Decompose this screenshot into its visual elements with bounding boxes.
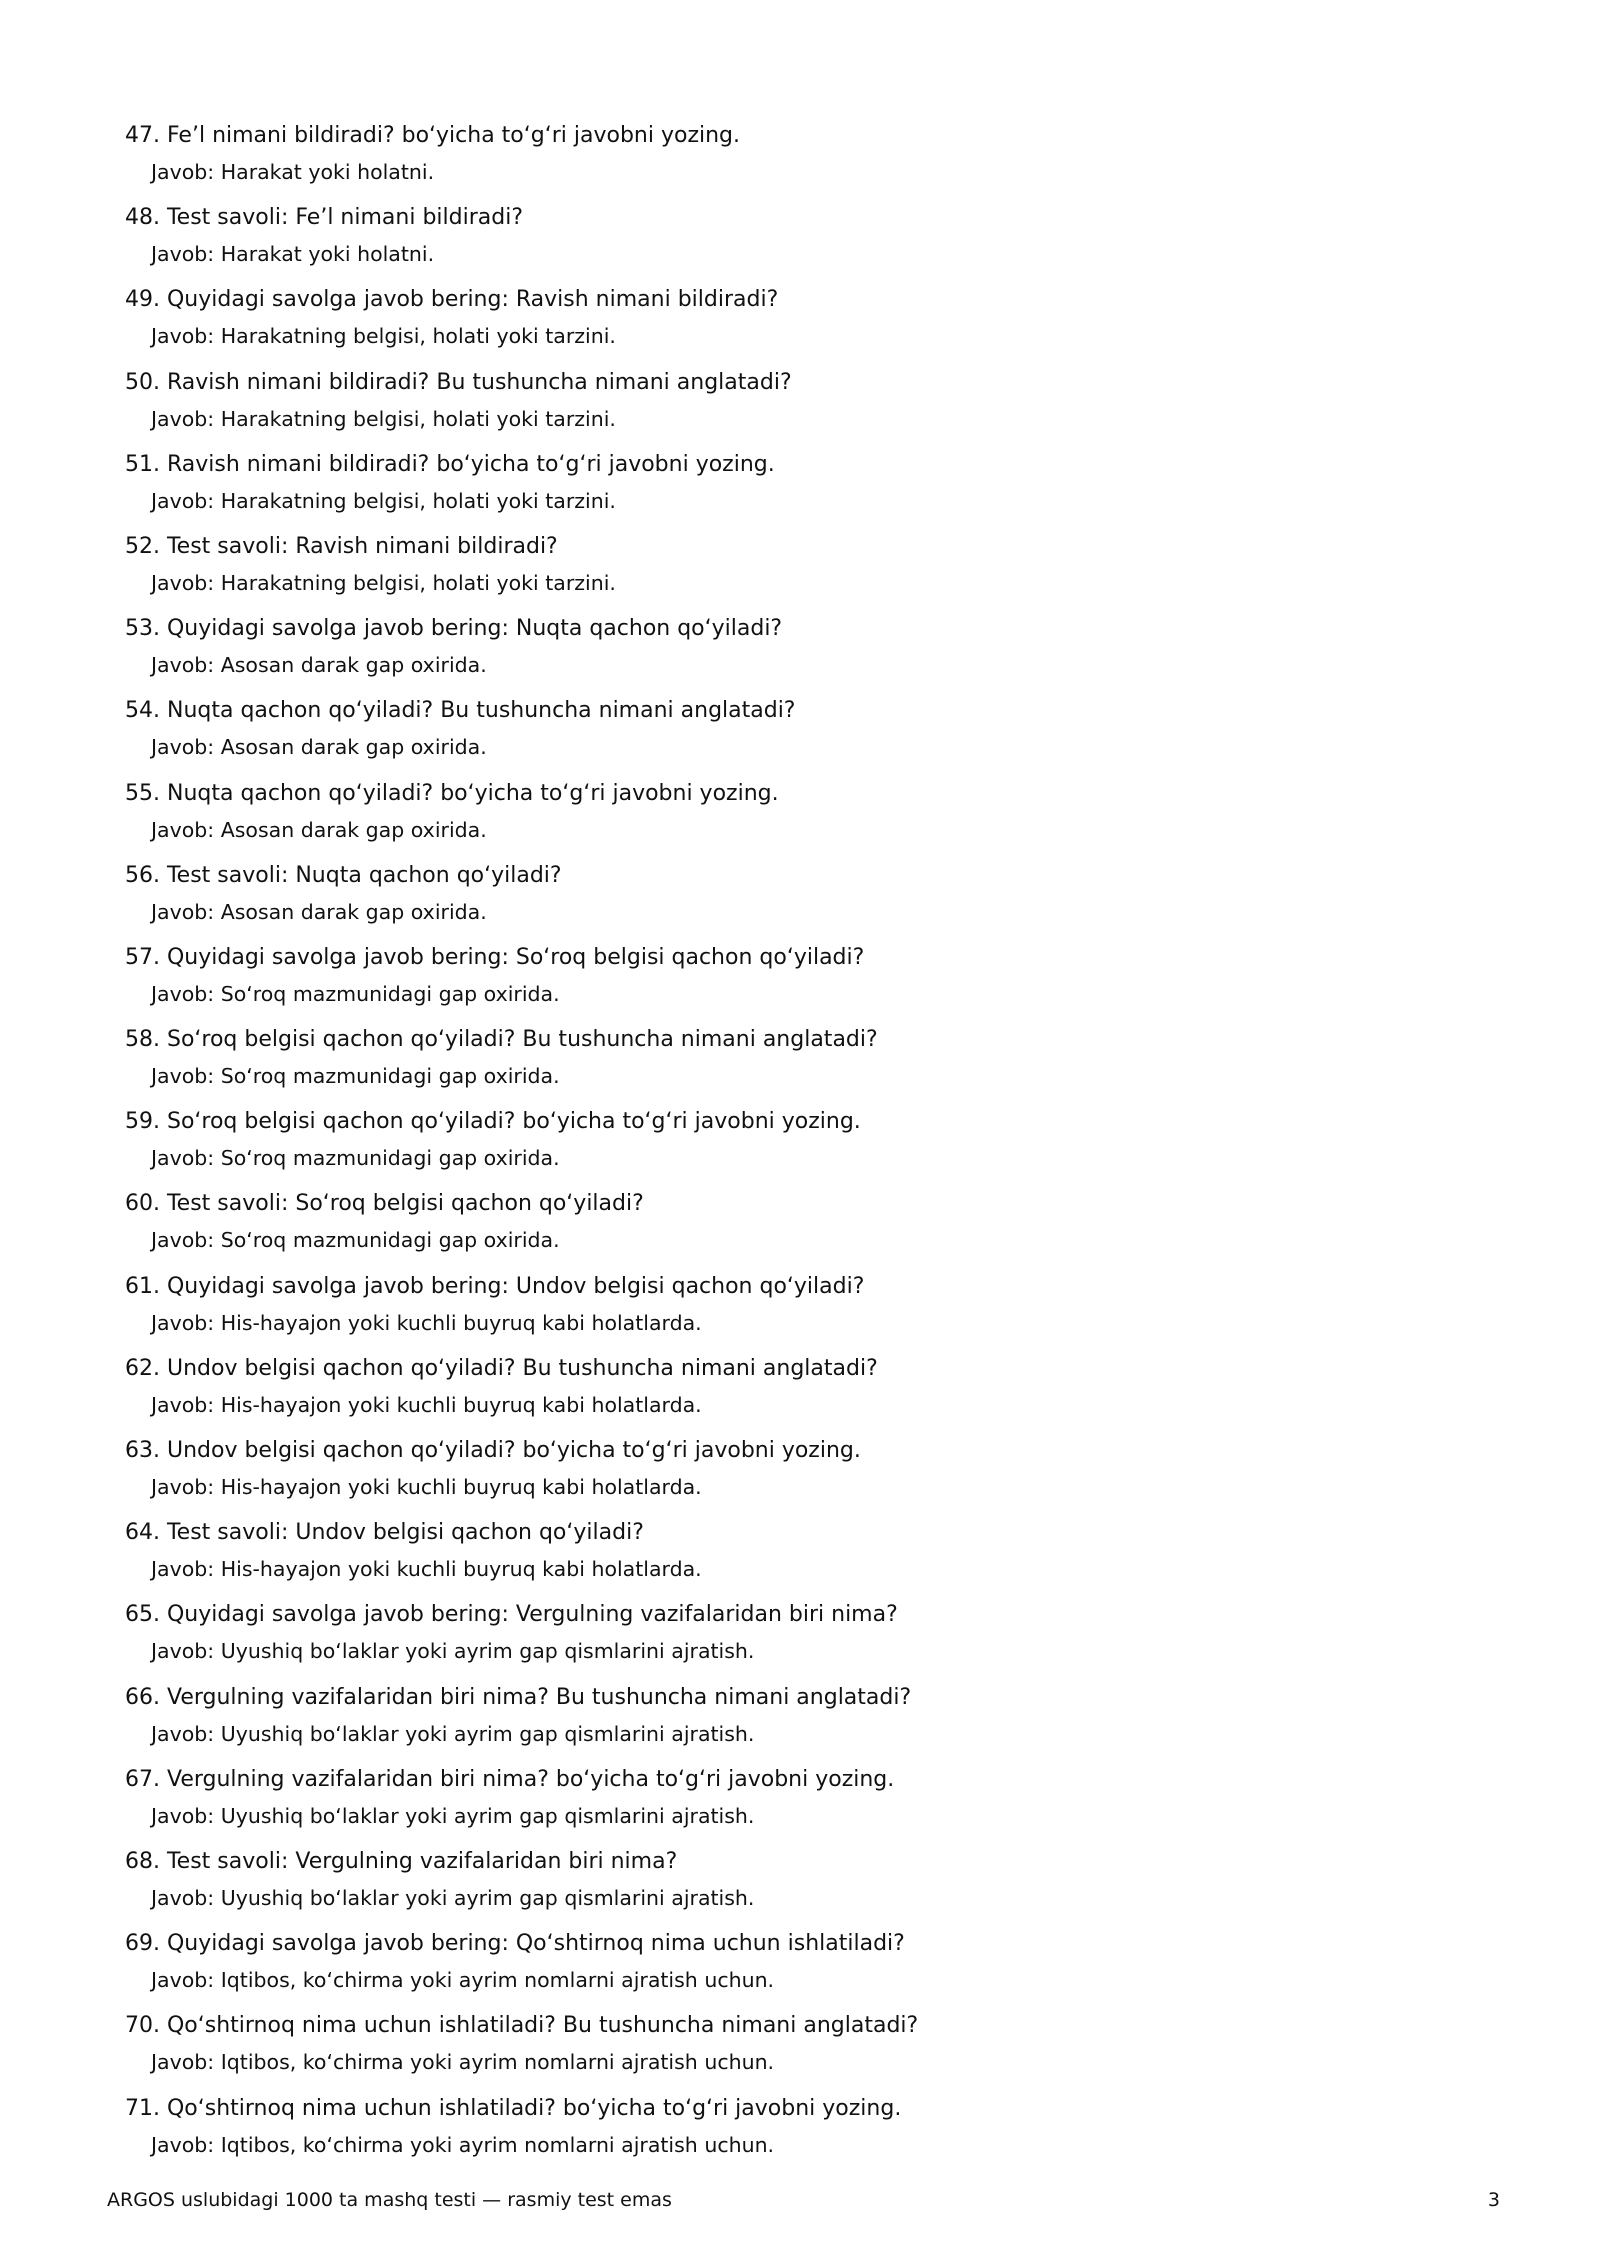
question-item <box>125 1104 1505 1186</box>
question-text: 50. Ravish nimani bildiradi? Bu tushuncha nimani anglatadi? <box>125 369 792 395</box>
question-item <box>125 282 1505 364</box>
question-item <box>125 1269 1505 1351</box>
question-text: 54. Nuqta qachon qo‘yiladi? Bu tushuncha nimani anglatadi? <box>125 698 796 724</box>
answer-text: Javob: Asosan darak gap oxirida. <box>151 817 487 842</box>
question-text: 66. Vergulning vazifalaridan biri nima? Bu tushuncha nimani anglatadi? <box>125 1684 912 1710</box>
question-text: 62. Undov belgisi qachon qo‘yiladi? Bu tushuncha nimani anglatadi? <box>125 1355 878 1381</box>
question-text: 63. Undov belgisi qachon qo‘yiladi? bo‘yicha to‘g‘ri javobni yozing. <box>125 1438 861 1463</box>
answer-text: Javob: So‘roq mazmunidagi gap oxirida. <box>151 1228 560 1253</box>
question-text: 69. Quyidagi savolga javob bering: Qo‘shtirnoq nima uchun ishlatiladi? <box>125 1931 905 1957</box>
question-item <box>125 1515 1505 1597</box>
question-text: 64. Test savoli: Undov belgisi qachon qo‘yiladi? <box>125 1520 644 1546</box>
answer-text: Javob: Uyushiq bo‘laklar yoki ayrim gap qismlarini ajratish. <box>151 1721 755 1746</box>
question-item <box>125 200 1505 282</box>
answer-text: Javob: Harakatning belgisi, holati yoki tarzini. <box>151 570 616 595</box>
answer-text: Javob: Harakatning belgisi, holati yoki tarzini. <box>151 488 616 513</box>
question-item <box>125 1597 1505 1679</box>
question-item <box>125 1351 1505 1433</box>
question-item <box>125 2091 1505 2173</box>
question-item <box>125 611 1505 693</box>
question-text: 53. Quyidagi savolga javob bering: Nuqta qachon qo‘yiladi? <box>125 616 783 642</box>
question-item <box>125 1022 1505 1104</box>
question-text: 70. Qo‘shtirnoq nima uchun ishlatiladi? Bu tushuncha nimani anglatadi? <box>125 2013 919 2039</box>
question-item <box>125 529 1505 611</box>
question-text: 56. Test savoli: Nuqta qachon qo‘yiladi? <box>125 862 562 888</box>
question-text: 55. Nuqta qachon qo‘yiladi? bo‘yicha to‘g‘ri javobni yozing. <box>125 780 779 806</box>
question-item <box>125 1926 1505 2008</box>
question-item <box>125 2008 1505 2090</box>
question-item <box>125 1844 1505 1926</box>
answer-text: Javob: So‘roq mazmunidagi gap oxirida. <box>151 1146 560 1171</box>
question-text: 65. Quyidagi savolga javob bering: Vergulning vazifalaridan biri nima? <box>125 1602 898 1628</box>
question-text: 49. Quyidagi savolga javob bering: Ravish nimani bildiradi? <box>125 287 779 313</box>
answer-text: Javob: Uyushiq bo‘laklar yoki ayrim gap qismlarini ajratish. <box>151 1885 755 1910</box>
answer-text: Javob: Uyushiq bo‘laklar yoki ayrim gap qismlarini ajratish. <box>151 1803 755 1828</box>
question-item <box>125 118 1505 200</box>
question-item <box>125 940 1505 1022</box>
question-text: 61. Quyidagi savolga javob bering: Undov belgisi qachon qo‘yiladi? <box>125 1273 865 1299</box>
question-text: 57. Quyidagi savolga javob bering: So‘roq belgisi qachon qo‘yiladi? <box>125 944 865 970</box>
question-text: 60. Test savoli: So‘roq belgisi qachon qo‘yiladi? <box>125 1191 644 1217</box>
question-text: 71. Qo‘shtirnoq nima uchun ishlatiladi? bo‘yicha to‘g‘ri javobni yozing. <box>125 2095 902 2121</box>
answer-text: Javob: Asosan darak gap oxirida. <box>151 735 487 760</box>
answer-text: Javob: His-hayajon yoki kuchli buyruq kabi holatlarda. <box>151 1557 702 1582</box>
question-item <box>125 1433 1505 1515</box>
answer-text: Javob: So‘roq mazmunidagi gap oxirida. <box>151 981 560 1006</box>
qa-list <box>125 118 1505 2173</box>
question-text: 68. Test savoli: Vergulning vazifalaridan biri nima? <box>125 1848 678 1874</box>
question-text: 52. Test savoli: Ravish nimani bildiradi? <box>125 533 558 559</box>
answer-text: Javob: So‘roq mazmunidagi gap oxirida. <box>151 1064 560 1089</box>
answer-text: Javob: Iqtibos, ko‘chirma yoki ayrim nomlarni ajratish uchun. <box>151 2132 775 2157</box>
question-item <box>125 365 1505 447</box>
question-text: 58. So‘roq belgisi qachon qo‘yiladi? Bu tushuncha nimani anglatadi? <box>125 1027 878 1053</box>
answer-text: Javob: Uyushiq bo‘laklar yoki ayrim gap qismlarini ajratish. <box>151 1639 755 1664</box>
answer-text: Javob: Harakat yoki holatni. <box>151 242 435 267</box>
question-item <box>125 1762 1505 1844</box>
answer-text: Javob: Iqtibos, ko‘chirma yoki ayrim nomlarni ajratish uchun. <box>151 2050 775 2075</box>
answer-text: Javob: Asosan darak gap oxirida. <box>151 653 487 678</box>
answer-text: Javob: Asosan darak gap oxirida. <box>151 899 487 924</box>
answer-text: Javob: Harakatning belgisi, holati yoki tarzini. <box>151 324 616 349</box>
question-text: 47. Fe’l nimani bildiradi? bo‘yicha to‘g‘ri javobni yozing. <box>125 123 741 148</box>
question-item <box>125 693 1505 775</box>
question-text: 51. Ravish nimani bildiradi? bo‘yicha to‘g‘ri javobni yozing. <box>125 451 775 477</box>
answer-text: Javob: Harakatning belgisi, holati yoki tarzini. <box>151 406 616 431</box>
question-text: 67. Vergulning vazifalaridan biri nima? bo‘yicha to‘g‘ri javobni yozing. <box>125 1766 895 1792</box>
answer-text: Javob: Harakat yoki holatni. <box>151 160 435 184</box>
question-item <box>125 1186 1505 1268</box>
question-item <box>125 1680 1505 1762</box>
answer-text: Javob: His-hayajon yoki kuchli buyruq kabi holatlarda. <box>151 1310 702 1335</box>
question-text: 59. So‘roq belgisi qachon qo‘yiladi? bo‘yicha to‘g‘ri javobni yozing. <box>125 1109 861 1135</box>
question-text: 48. Test savoli: Fe’l nimani bildiradi? <box>125 205 523 231</box>
question-item <box>125 858 1505 940</box>
question-item <box>125 776 1505 858</box>
footer-text: ARGOS uslubidagi 1000 ta mashq testi — rasmiy test emas <box>107 2189 672 2211</box>
answer-text: Javob: Iqtibos, ko‘chirma yoki ayrim nomlarni ajratish uchun. <box>151 1968 775 1993</box>
question-item <box>125 447 1505 529</box>
answer-text: Javob: His-hayajon yoki kuchli buyruq kabi holatlarda. <box>151 1475 702 1499</box>
answer-text: Javob: His-hayajon yoki kuchli buyruq kabi holatlarda. <box>151 1392 702 1417</box>
page-number: 3 <box>1487 2189 1500 2211</box>
